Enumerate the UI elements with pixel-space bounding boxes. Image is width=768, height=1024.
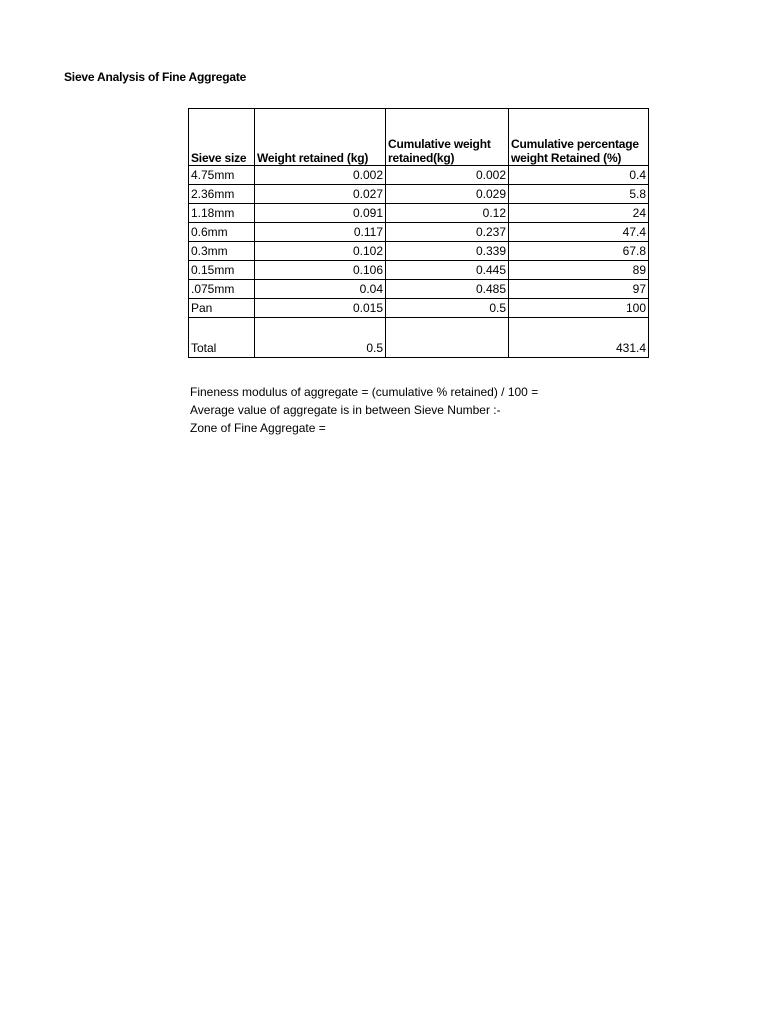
page-title: Sieve Analysis of Fine Aggregate <box>64 70 247 84</box>
sieve-size-cell: 1.18mm <box>189 204 255 223</box>
fineness-modulus-note: Fineness modulus of aggregate = (cumulative % retained) / 100 = <box>190 385 539 399</box>
table-row <box>189 185 649 204</box>
weight-retained-cell: 0.091 <box>255 204 386 223</box>
cumulative-weight-cell: 0.5 <box>386 299 509 318</box>
weight-retained-cell: 0.027 <box>255 185 386 204</box>
sieve-size-cell: 0.6mm <box>189 223 255 242</box>
cumulative-weight-cell: 0.237 <box>386 223 509 242</box>
zone-note: Zone of Fine Aggregate = <box>190 421 326 435</box>
table-row <box>189 223 649 242</box>
weight-retained-cell: 0.015 <box>255 299 386 318</box>
table-row <box>189 299 649 318</box>
header-cumulative-weight: Cumulative weight retained(kg) <box>386 109 509 166</box>
weight-retained-cell: 0.002 <box>255 166 386 185</box>
cumulative-weight-cell: 0.445 <box>386 261 509 280</box>
cumulative-weight-cell: 0.485 <box>386 280 509 299</box>
cumulative-weight-cell: 0.12 <box>386 204 509 223</box>
sieve-number-note: Average value of aggregate is in between Sieve Number :- <box>190 403 501 417</box>
cumulative-percentage-cell: 24 <box>509 204 649 223</box>
table-header-row <box>189 109 649 166</box>
cumulative-percentage-cell: 5.8 <box>509 185 649 204</box>
cumulative-percentage-cell: 97 <box>509 280 649 299</box>
total-weight-retained-cell: 0.5 <box>255 318 386 358</box>
weight-retained-cell: 0.117 <box>255 223 386 242</box>
header-cumulative-percentage: Cumulative percentage weight Retained (%) <box>509 109 649 166</box>
cumulative-percentage-cell: 89 <box>509 261 649 280</box>
sieve-size-cell: 0.3mm <box>189 242 255 261</box>
notes-block <box>190 383 538 437</box>
sieve-size-cell: 4.75mm <box>189 166 255 185</box>
table-row <box>189 242 649 261</box>
table-row <box>189 280 649 299</box>
header-weight-retained: Weight retained (kg) <box>255 109 386 166</box>
sieve-analysis-table <box>188 108 649 358</box>
table-row <box>189 166 649 185</box>
cumulative-percentage-cell: 47.4 <box>509 223 649 242</box>
cumulative-percentage-cell: 0.4 <box>509 166 649 185</box>
total-cumulative-percentage-cell: 431.4 <box>509 318 649 358</box>
sieve-size-cell: .075mm <box>189 280 255 299</box>
cumulative-percentage-cell: 100 <box>509 299 649 318</box>
table-total-row <box>189 318 649 358</box>
header-sieve-size: Sieve size <box>189 109 255 166</box>
sieve-size-cell: 2.36mm <box>189 185 255 204</box>
sieve-size-cell: 0.15mm <box>189 261 255 280</box>
sieve-size-cell: Pan <box>189 299 255 318</box>
cumulative-percentage-cell: 67.8 <box>509 242 649 261</box>
table-row <box>189 204 649 223</box>
weight-retained-cell: 0.04 <box>255 280 386 299</box>
cumulative-weight-cell: 0.002 <box>386 166 509 185</box>
table-row <box>189 261 649 280</box>
total-cumulative-weight-cell <box>386 318 509 358</box>
cumulative-weight-cell: 0.339 <box>386 242 509 261</box>
cumulative-weight-cell: 0.029 <box>386 185 509 204</box>
total-label-cell: Total <box>189 318 255 358</box>
weight-retained-cell: 0.106 <box>255 261 386 280</box>
weight-retained-cell: 0.102 <box>255 242 386 261</box>
